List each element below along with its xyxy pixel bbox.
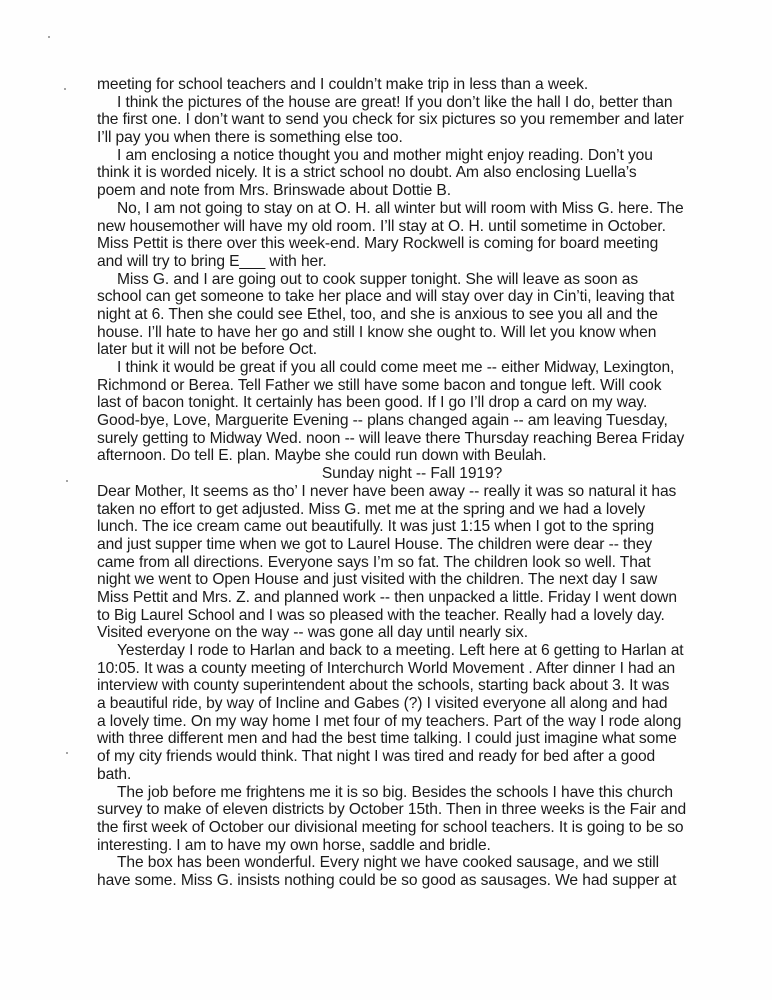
letter-line: have some. Miss G. insists nothing could be so good as sausages. We had supper at bbox=[97, 871, 677, 889]
letter-line: afternoon. Do tell E. plan. Maybe she could run down with Beulah. bbox=[97, 447, 547, 465]
letter-line: to Big Laurel School and I was so pleased with the teacher. Really had a lovely day. bbox=[97, 606, 665, 624]
scan-speck bbox=[64, 88, 66, 90]
letter-line: surely getting to Midway Wed. noon -- will leave there Thursday reaching Berea Friday bbox=[97, 429, 685, 447]
letter-line: poem and note from Mrs. Brinswade about Dottie B. bbox=[97, 182, 451, 200]
letter-line: The box has been wonderful. Every night we have cooked sausage, and we still bbox=[117, 854, 659, 872]
letter-line: Yesterday I rode to Harlan and back to a meeting. Left here at 6 getting to Harlan at bbox=[117, 642, 684, 659]
letter-line: taken no effort to get adjusted. Miss G. met me at the spring and we had a lovely bbox=[97, 500, 646, 518]
letter-line: think it is worded nicely. It is a strict school no doubt. Am also enclosing Luella’s bbox=[97, 164, 637, 182]
letter-line: No, I am not going to stay on at O. H. all winter but will room with Miss G. here. The bbox=[117, 199, 684, 217]
letter-line: Miss Pettit is there over this week-end. Mary Rockwell is coming for board meeting bbox=[97, 235, 659, 253]
letter-line: interesting. I am to have my own horse, saddle and bridle. bbox=[97, 836, 491, 854]
letter-line: Dear Mother, It seems as tho’ I never have been away -- really it was so natural it has bbox=[97, 482, 677, 500]
letter-line: Miss G. and I are going out to cook supper tonight. She will leave as soon as bbox=[117, 270, 639, 288]
letter-line: house. I’ll hate to have her go and still I know she ought to. Will let you know when bbox=[97, 323, 657, 341]
letter-line: came from all directions. Everyone says I’m so fat. The children look so well. That bbox=[97, 553, 651, 571]
letter-line: of my city friends would think. That night I was tired and ready for bed after a good bbox=[97, 748, 656, 766]
letter-line: meeting for school teachers and I couldn’t make trip in less than a week. bbox=[97, 76, 589, 93]
letter-line: with three different men and had the best time talking. I could just imagine what some bbox=[97, 730, 677, 748]
letter-line: later but it will not be before Oct. bbox=[97, 341, 318, 359]
letter-line: Visited everyone on the way -- was gone all day until nearly six. bbox=[97, 624, 528, 642]
letter-line: night at 6. Then she could see Ethel, too, and she is anxious to see you all and the bbox=[97, 305, 658, 323]
letter-line: new housemother will have my old room. I’ll stay at O. H. until sometime in October. bbox=[97, 217, 666, 235]
letter-line: Good-bye, Love, Marguerite Evening -- plans changed again -- am leaving Tuesday, bbox=[97, 412, 668, 430]
letter-line: 10:05. It was a county meeting of Interchurch World Movement . After dinner I had an bbox=[97, 659, 676, 677]
letter-line: Richmond or Berea. Tell Father we still have some bacon and tongue left. Will cook bbox=[97, 376, 662, 394]
letter-line: and will try to bring E___ with her. bbox=[97, 252, 327, 270]
letter-line: I think it would be great if you all could come meet me -- either Midway, Lexington, bbox=[117, 359, 675, 376]
letter-line: Miss Pettit and Mrs. Z. and planned work -- then unpacked a little. Friday I went down bbox=[97, 588, 677, 606]
scan-speck bbox=[66, 752, 68, 754]
letter-line: I think the pictures of the house are great! If you don’t like the hall I do, better than bbox=[117, 93, 673, 111]
letter-dateline: Sunday night -- Fall 1919? bbox=[321, 465, 503, 483]
letter-line: night we went to Open House and just visited with the children. The next day I saw bbox=[97, 571, 658, 589]
scan-speck bbox=[48, 36, 50, 38]
letter-line: bath. bbox=[97, 765, 132, 783]
letter-line: the first week of October our divisional meeting for school teachers. It is going to be so bbox=[97, 818, 684, 836]
letter-line: a beautiful ride, by way of Incline and Gabes (?) I visited everyone all along and had bbox=[97, 695, 668, 713]
letter-line: The job before me frightens me it is so big. Besides the schools I have this church bbox=[117, 783, 673, 801]
letter-line: I am enclosing a notice thought you and mother might enjoy reading. Don’t you bbox=[117, 146, 653, 164]
letter-line: survey to make of eleven districts by October 15th. Then in three weeks is the Fair and bbox=[97, 801, 687, 819]
letter-line: the first one. I don’t want to send you check for six pictures so you remember and later bbox=[97, 111, 684, 129]
letter-line: and just supper time when we got to Laurel House. The children were dear -- they bbox=[97, 535, 653, 553]
letter-line: lunch. The ice cream came out beautifully. It was just 1:15 when I got to the spring bbox=[97, 518, 655, 536]
letter-line: a lovely time. On my way home I met four of my teachers. Part of the way I rode along bbox=[97, 712, 682, 730]
letter-line: school can get someone to take her place and will stay over day in Cin’ti, leaving that bbox=[97, 288, 675, 306]
letter-line: last of bacon tonight. It certainly has been good. If I go I’ll drop a card on my way. bbox=[97, 394, 648, 412]
letter-body bbox=[97, 76, 697, 890]
scan-speck bbox=[66, 480, 68, 482]
letter-line: I’ll pay you when there is something else too. bbox=[97, 129, 403, 147]
letter-line: interview with county superintendent about the schools, starting back about 3. It was bbox=[97, 677, 670, 695]
